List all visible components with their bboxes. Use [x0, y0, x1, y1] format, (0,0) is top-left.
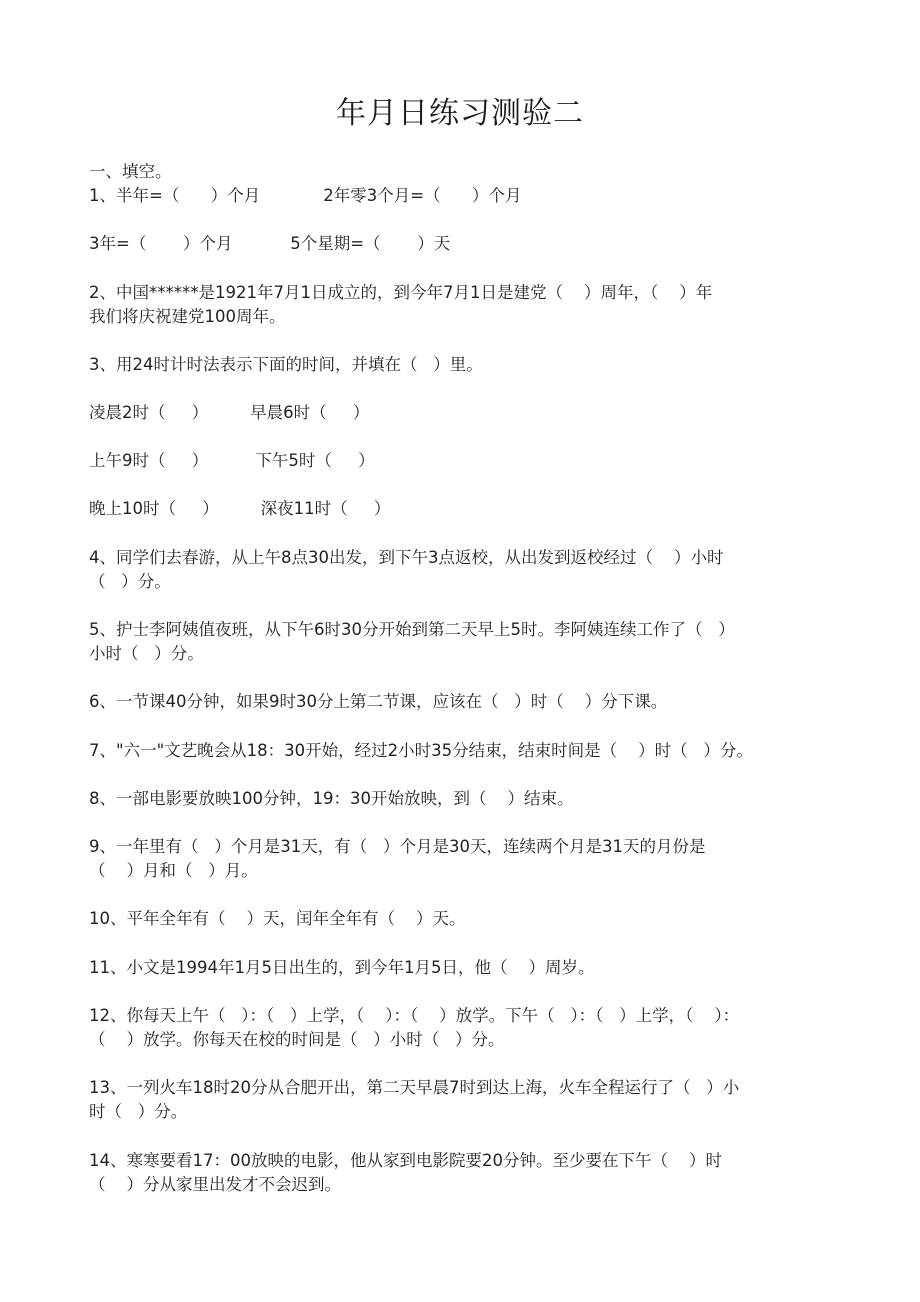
question-14-line-2: （ ）分从家里出发才不会迟到。: [89, 1175, 341, 1194]
question-9-line-1: 9、一年里有（ ）个月是31天，有（ ）个月是30天，连续两个月是31天的月份是: [89, 837, 706, 856]
question-14-line-1: 14、寒寒要看17：00放映的电影，他从家到电影院要20分钟。至少要在下午（ ）时: [89, 1151, 722, 1170]
question-10-line: 10、平年全年有（ ）天，闰年全年有（ ）天。: [89, 909, 466, 928]
question-4-line-2: （ ）分。: [89, 572, 171, 591]
question-3-row-2: 上午9时（ ） 下午5时（ ）: [89, 451, 375, 470]
question-8-line: 8、一部电影要放映100分钟，19：30开始放映，到（ ）结束。: [89, 789, 574, 808]
question-6-line: 6、一节课40分钟，如果9时30分上第二节课，应该在（ ）时（ ）分下课。: [89, 692, 668, 711]
question-3-row-3: 晚上10时（ ） 深夜11时（ ）: [89, 499, 391, 518]
question-13-line-1: 13、一列火车18时20分从合肥开出，第二天早晨7时到达上海，火车全程运行了（ ）小: [89, 1078, 740, 1097]
question-1-line-1: 1、半年=（ ）个月 2年零3个月=（ ）个月: [89, 186, 522, 205]
question-7-line: 7、"六一"文艺晚会从18：30开始，经过2小时35分结束，结束时间是（ ）时（ ）分。: [89, 741, 753, 760]
question-13-line-2: 时（ ）分。: [89, 1102, 188, 1121]
page-title: 年月日练习测验二: [336, 96, 584, 131]
question-3-row-1: 凌晨2时（ ） 早晨6时（ ）: [89, 403, 370, 422]
question-12-line-1: 12、你每天上午（ ）：（ ）上学，（ ）：（ ）放学。下午（ ）：（ ）上学，（ ）：: [89, 1006, 740, 1025]
question-1-line-2: 3年=（ ）个月 5个星期=（ ）天: [89, 234, 451, 253]
question-3-line: 3、用24时计时法表示下面的时间，并填在（ ）里。: [89, 355, 483, 374]
question-4-line-1: 4、同学们去春游，从上午8点30出发，到下午3点返校，从出发到返校经过（ ）小时: [89, 548, 724, 567]
question-9-line-2: （ ）月和（ ）月。: [89, 861, 258, 880]
question-2-line-1: 2、中国******是1921年7月1日成立的，到今年7月1日是建党（ ）周年，（ ）年: [89, 283, 713, 302]
question-5-line-1: 5、护士李阿姨值夜班，从下午6时30分开始到第二天早上5时。李阿姨连续工作了（ ）: [89, 620, 735, 639]
question-11-line: 11、小文是1994年1月5日出生的，到今年1月5日，他（ ）周岁。: [89, 958, 595, 977]
question-5-line-2: 小时（ ）分。: [89, 644, 204, 663]
section-heading: 一、填空。: [89, 162, 172, 181]
question-12-line-2: （ ）放学。你每天在校的时间是（ ）小时（ ）分。: [89, 1030, 505, 1049]
question-2-line-2: 我们将庆祝建党100周年。: [89, 307, 286, 326]
